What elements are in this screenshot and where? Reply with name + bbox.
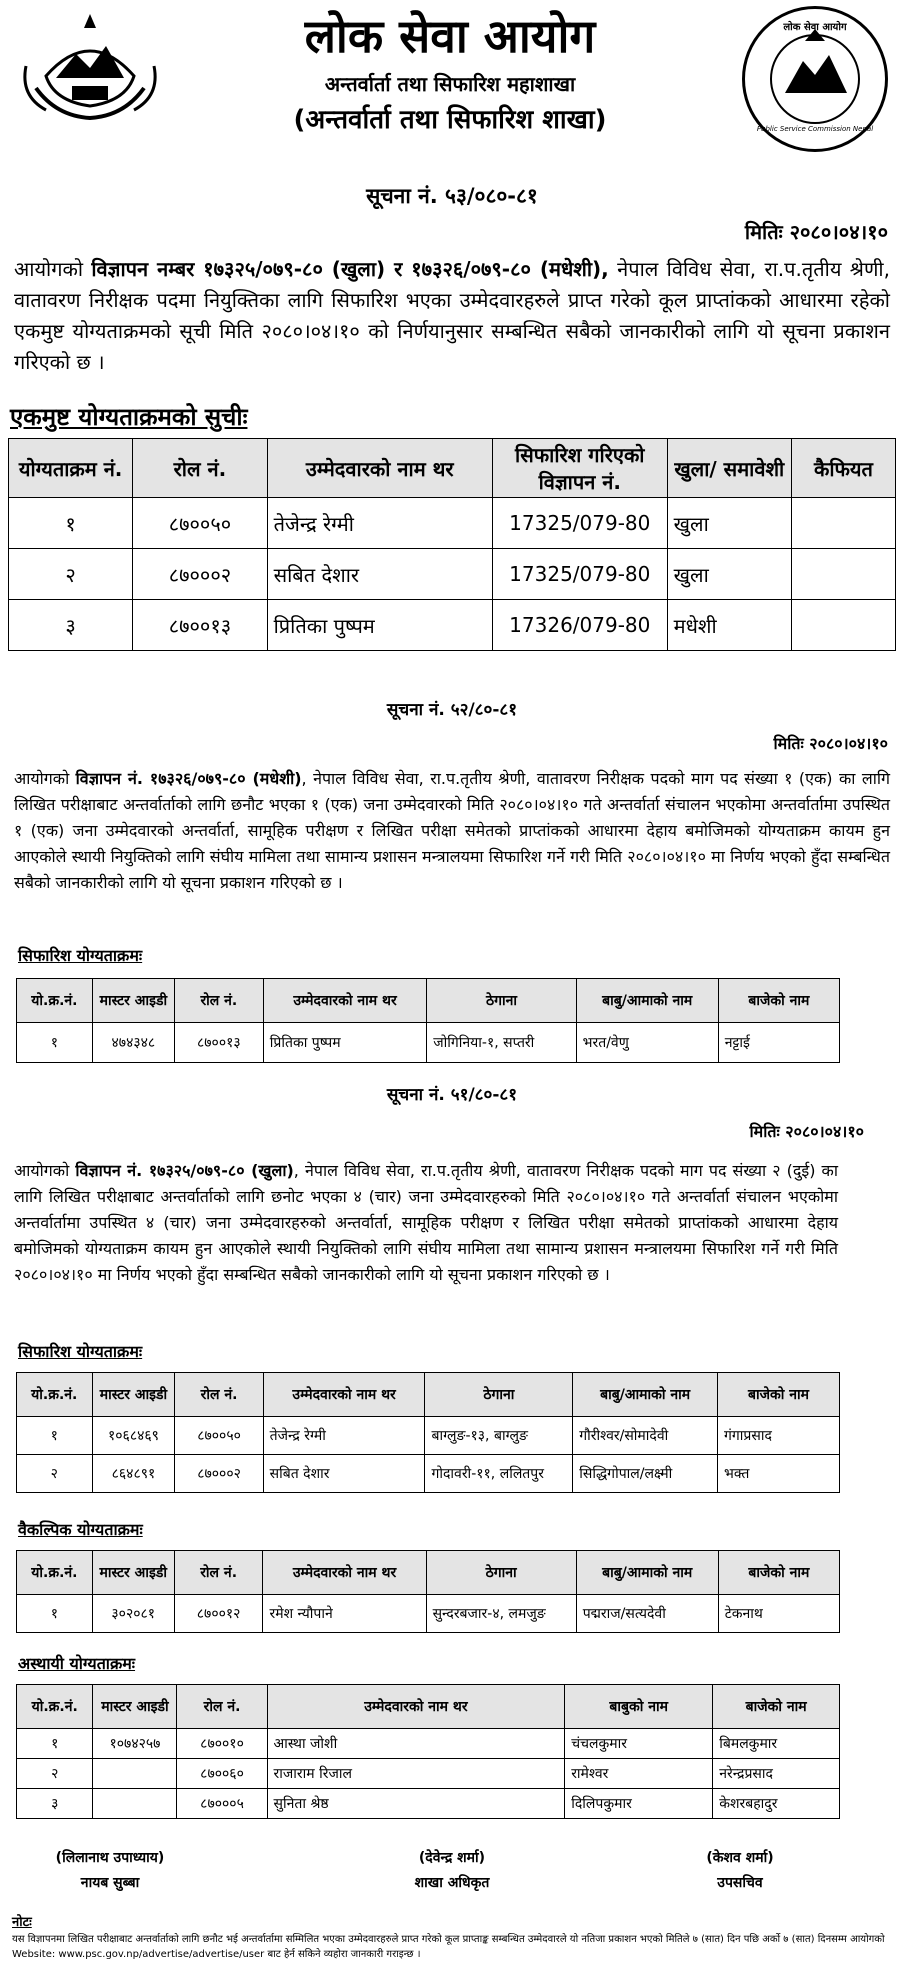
signatory-title: शाखा अधिकृत bbox=[414, 1875, 490, 1891]
signatory-title: उपसचिव bbox=[717, 1875, 763, 1891]
table-row: १ ८७००५० तेजेन्द्र रेग्मी 17325/079-80 खुला bbox=[9, 498, 896, 549]
notice1-date: मितिः २०८०।०४।१० bbox=[744, 220, 888, 244]
table-row: १ १०७४२५७ ८७००१० आस्था जोशी चंचलकुमार बिमलकुमार bbox=[17, 1729, 840, 1759]
col-category: खुला/ समावेशी bbox=[667, 439, 791, 498]
seal-text: लोक सेवा आयोग bbox=[783, 22, 847, 33]
signature-block-2 bbox=[352, 1848, 552, 1892]
table-header-row: यो.क्र.नं. मास्टर आइडी रोल नं. उम्मेदवारको नाम थर ठेगाना बाबु/आमाको नाम बाजेको नाम bbox=[17, 1373, 840, 1417]
note-text: यस विज्ञापनमा लिखित परीक्षाबाट अन्तर्वार्ताको लागि छनौट भई अन्तर्वार्तामा सम्मिलित भएका उम्मेदवारहरुले प्राप्त गरेको कूल प्राप्ताङ्क सम्बन्धित उम्मेदवारले यो नतिजा प्रकाशन भएको मितिले ७ (सात) दिन पछि अर्को ७ (सात) दिनसम्म आयोगको Website: www.psc.gov.np/advertise/advertise/user बाट हेर्न सकिने व्यहोरा जानकारी गराइन्छ । bbox=[12, 1934, 885, 1960]
signatory-name: (देवेन्द्र शर्मा) bbox=[418, 1850, 486, 1866]
table-header-row: यो.क्र.नं. मास्टर आइडी रोल नं. उम्मेदवारको नाम थर ठेगाना बाबु/आमाको नाम बाजेको नाम bbox=[17, 1551, 840, 1595]
notice1-body: आयोगको विज्ञापन नम्बर १७३२५/०७९-८० (खुला) र १७३२६/०७९-८० (मधेशी), नेपाल विविध सेवा, रा.प.तृतीय श्रेणी, वातावरण निरीक्षक पदमा नियुक्तिका लागि सिफारिश भएका उम्मेदवारहरुले प्राप्त गरेको कूल प्राप्तांकको आधारमा रहेको एकमुष्ट योग्यताक्रमको सूची मिति २०८०।०४।१० को निर्णयानुसार सम्बन्धित सबैको जानकारीको लागि यो सूचना प्रकाशन गरिएको छ । bbox=[14, 257, 890, 374]
table-row: ३ ८७००१३ प्रितिका पुष्पम 17326/079-80 मधेशी bbox=[9, 600, 896, 651]
notice1-table bbox=[8, 438, 896, 651]
signatory-name: (केशव शर्मा) bbox=[706, 1850, 774, 1866]
notice3-merit-title: सिफारिश योग्यताक्रमः bbox=[18, 1342, 143, 1361]
table-row: २ ८६४८९१ ८७०००२ सबित देशार गोदावरी-११, ललितपुर सिद्धिगोपाल/लक्ष्मी भक्त bbox=[17, 1455, 840, 1493]
section-title: (अन्तर्वार्ता तथा सिफारिश शाखा) bbox=[293, 105, 607, 135]
table-row: २ ८७०००२ सबित देशार 17325/079-80 खुला bbox=[9, 549, 896, 600]
notice1-number: सूचना नं. ५३/०८०-८१ bbox=[366, 184, 538, 208]
table-row: १ ३०२०८१ ८७००१२ रमेश न्यौपाने सुन्दरबजार-४, लमजुङ पद्मराज/सत्यदेवी टेकनाथ bbox=[17, 1595, 840, 1633]
notice3-temp-table bbox=[16, 1684, 840, 1819]
seal-text-en: Public Service Commission Nepal bbox=[756, 125, 874, 133]
col-remarks: कैफियत bbox=[791, 439, 895, 498]
notice2-body: आयोगको विज्ञापन नं. १७३२६/०७९-८० (मधेशी), नेपाल विविध सेवा, रा.प.तृतीय श्रेणी, वातावरण निरीक्षक पदको माग पद संख्या १ (एक) का लागि लिखित परीक्षाबाट अन्तर्वार्ताको लागि छनौट भएका १ (एक) जना उम्मेदवारको मिति २०८०।०४।१० गते अन्तर्वार्ता संचालन भएकोमा अन्तर्वार्तामा उपस्थित १ (एक) जना उम्मेदवारको अन्तर्वार्ता, सामूहिक परीक्षण र लिखित परीक्षा समेतको प्राप्तांकको आधारमा देहाय बमोजिमको योग्यताक्रम कायम हुन आएकोले स्थायी नियुक्तिको लागि संघीय मामिला तथा सामान्य प्रशासन मन्त्रालयमा सिफारिश गर्ने गरी मिति २०८०।०४।१० मा निर्णय भएको हुँदा सम्बन्धित सबैको जानकारीको लागि यो सूचना प्रकाशन गरिएको छ । bbox=[14, 769, 890, 892]
psc-seal-icon bbox=[742, 6, 888, 152]
table-header-row bbox=[9, 439, 896, 498]
notice3-date: मितिः २०८०।०४।१० bbox=[749, 1122, 864, 1141]
col-name: उम्मेदवारको नाम थर bbox=[267, 439, 492, 498]
signatory-name: (लिलानाथ उपाध्याय) bbox=[55, 1850, 165, 1866]
col-advert: सिफारिश गरिएको विज्ञापन नं. bbox=[492, 439, 667, 498]
notice3-table bbox=[16, 1372, 840, 1493]
notice2-number: सूचना नं. ५२/८०-८१ bbox=[386, 700, 518, 720]
notice3-alt-title: वैकल्पिक योग्यताक्रमः bbox=[18, 1520, 143, 1539]
notice3-number: सूचना नं. ५१/८०-८१ bbox=[386, 1085, 518, 1105]
government-emblem bbox=[16, 6, 164, 124]
col-rank: योग्यताक्रम नं. bbox=[9, 439, 133, 498]
table-row: १ १०६८४६९ ८७००५० तेजेन्द्र रेग्मी बाग्लुङ-१३, बाग्लुङ गौरीश्वर/सोमादेवी गंगाप्रसाद bbox=[17, 1417, 840, 1455]
table-header-row: यो.क्र.नं. मास्टर आइडी रोल नं. उम्मेदवारको नाम थर ठेगाना बाबु/आमाको नाम बाजेको नाम bbox=[17, 979, 840, 1023]
notice2-merit-title: सिफारिश योग्यताक्रमः bbox=[18, 946, 143, 965]
organization-title: लोक सेवा आयोग bbox=[304, 9, 596, 63]
note-label: नोटः bbox=[12, 1915, 32, 1930]
table-row: ३ ८७०००५ सुनिता श्रेष्ठ दिलिपकुमार केशरबहादुर bbox=[17, 1789, 840, 1819]
notice3-temp-title: अस्थायी योग्यताक्रमः bbox=[18, 1654, 136, 1673]
table-row: १ ४७४३४८ ८७००१३ प्रितिका पुष्पम जोगिनिया-१, सप्तरी भरत/वेणु नट्टाई bbox=[17, 1023, 840, 1063]
signature-block-3 bbox=[640, 1848, 840, 1892]
notice2-table bbox=[16, 978, 840, 1063]
notice1-list-title: एकमुष्ट योग्यताक्रमको सुचीः bbox=[10, 403, 248, 431]
signatory-title: नायब सुब्बा bbox=[80, 1875, 140, 1891]
table-header-row: यो.क्र.नं. मास्टर आइडी रोल नं. उम्मेदवारको नाम थर बाबुको नाम बाजेको नाम bbox=[17, 1685, 840, 1729]
notice3-body: आयोगको विज्ञापन नं. १७३२५/०७९-८० (खुला), नेपाल विविध सेवा, रा.प.तृतीय श्रेणी, वातावरण निरीक्षक पदको माग पद संख्या २ (दुई) का लागि लिखित परीक्षाबाट अन्तर्वार्ताको लागि छनोट भएका ४ (चार) जना उम्मेदवारहरुको मिति २०८०।०४।१० गते अन्तर्वार्ता संचालन भएकोमा अन्तर्वार्तामा उपस्थित ४ (चार) जना उम्मेदवारहरुको अन्तर्वार्ता, सामूहिक परीक्षण र लिखित परीक्षा समेतको प्राप्तांकको आधारमा देहाय बमोजिमको योग्यताक्रम कायम हुन आएकोले स्थायी नियुक्तिको लागि संघीय मामिला तथा सामान्य प्रशासन मन्त्रालयमा सिफारिश गर्ने गरी मिति २०८०।०४।१० मा निर्णय भएको हुँदा सम्बन्धित सबैको जानकारीको लागि यो सूचना प्रकाशन गरिएको छ । bbox=[14, 1161, 838, 1284]
division-title: अन्तर्वार्ता तथा सिफारिश महाशाखा bbox=[324, 72, 576, 96]
col-roll: रोल नं. bbox=[133, 439, 267, 498]
notice2-date: मितिः २०८०।०४।१० bbox=[773, 734, 888, 753]
notice3-alt-table bbox=[16, 1550, 840, 1633]
table-row: २ ८७००६० राजाराम रिजाल रामेश्वर नरेन्द्रप्रसाद bbox=[17, 1759, 840, 1789]
signature-block-1 bbox=[10, 1848, 210, 1892]
